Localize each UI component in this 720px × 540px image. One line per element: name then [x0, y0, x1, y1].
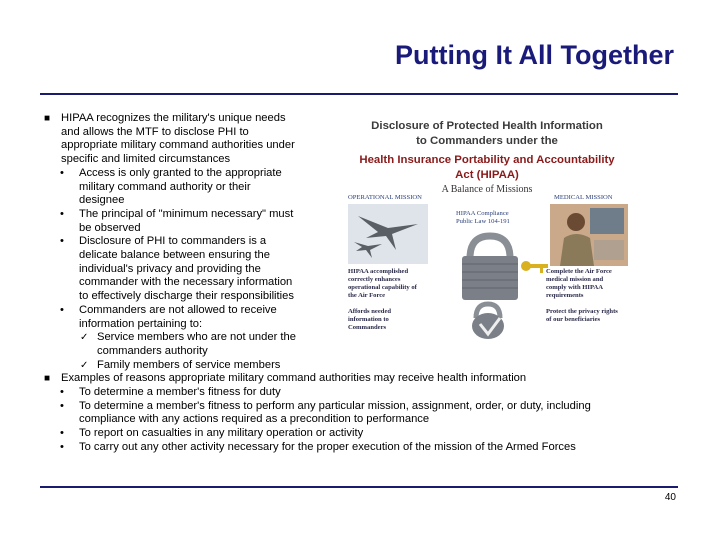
center-caption-line: Public Law 104-191 — [456, 218, 510, 225]
dot-bullet-icon: • — [60, 303, 64, 316]
hipaa-balance-graphic — [344, 112, 630, 344]
operational-affords-text: Affords needed information to Commanders — [348, 308, 392, 331]
bullet-hipaa: ■ HIPAA recognizes the military's unique needs and allows the MTF to disclose PHI to appropriate military command authorities under specific and limited circumstances — [44, 112, 295, 166]
square-bullet-icon: ■ — [44, 113, 51, 124]
operational-benefit-text: HIPAA accomplished correctly enhances operational capability of the Air Force — [348, 268, 417, 299]
example-other-activity: • To carry out any other activity necessary for the proper execution of the mission of the Armed Forces — [60, 440, 576, 453]
operational-mission-label: OPERATIONAL MISSION — [348, 194, 422, 201]
medical-protect-text: Protect the privacy rights of our beneficiaries — [546, 308, 618, 323]
graphic-title-line: Disclosure of Protected Health Information — [371, 120, 603, 132]
center-caption-line: HIPAA Compliance — [456, 210, 509, 217]
sub-bullet-not-allowed: • Commanders are not allowed to receive information pertaining to: — [60, 303, 277, 330]
check-item-service-members: ✓ Service members who are not under the commanders authority — [80, 331, 296, 357]
check-item-family-members: ✓ Family members of service members — [80, 358, 281, 371]
dot-bullet-icon: • — [60, 166, 64, 179]
sub-bullet-minimum-necessary: • The principal of "minimum necessary" must be observed — [60, 207, 294, 234]
dot-bullet-icon: • — [60, 386, 64, 399]
graphic-title-line: to Commanders under the — [416, 135, 558, 147]
checkmark-icon: ✓ — [80, 359, 89, 371]
dot-bullet-icon: • — [60, 440, 64, 453]
page-number: 40 — [664, 492, 676, 503]
title-divider — [40, 93, 678, 95]
footer-divider — [40, 486, 678, 488]
graphic-subtitle-line: Act (HIPAA) — [455, 169, 519, 181]
sub-bullet-delicate-balance: • Disclosure of PHI to commanders is a delicate balance between ensuring the individual's privacy and providing the commander with the necessary information to effectively discharge their responsibilities — [60, 235, 294, 303]
slide-title: Putting It All Together — [395, 40, 674, 70]
balance-caption: A Balance of Missions — [441, 184, 533, 195]
bullet-examples: ■ Examples of reasons appropriate military command authorities may receive health information — [44, 372, 527, 385]
example-fitness-mission: • To determine a member's fitness to perform any particular mission, assignment, order, or duty, including compliance with any actions required as a precondition to performance — [60, 399, 591, 426]
example-casualties: • To report on casualties in any military operation or activity — [60, 427, 364, 440]
checkmark-icon: ✓ — [80, 332, 89, 344]
medical-staff-photo — [550, 204, 628, 266]
padlock-icon — [452, 230, 552, 342]
example-fitness-duty: • To determine a member's fitness for duty — [60, 386, 281, 399]
dot-bullet-icon: • — [60, 427, 64, 440]
dot-bullet-icon: • — [60, 235, 64, 248]
fighter-jets-photo — [348, 204, 428, 264]
dot-bullet-icon: • — [60, 207, 64, 220]
medical-mission-label: MEDICAL MISSION — [554, 194, 613, 201]
dot-bullet-icon: • — [60, 399, 64, 412]
medical-complete-text: Complete the Air Force medical mission and comply with HIPAA requirements — [546, 268, 612, 299]
square-bullet-icon: ■ — [44, 373, 51, 385]
sub-bullet-access: • Access is only granted to the appropriate military command authority or their designee — [60, 166, 282, 207]
graphic-subtitle-line: Health Insurance Portability and Accountability — [359, 154, 615, 166]
